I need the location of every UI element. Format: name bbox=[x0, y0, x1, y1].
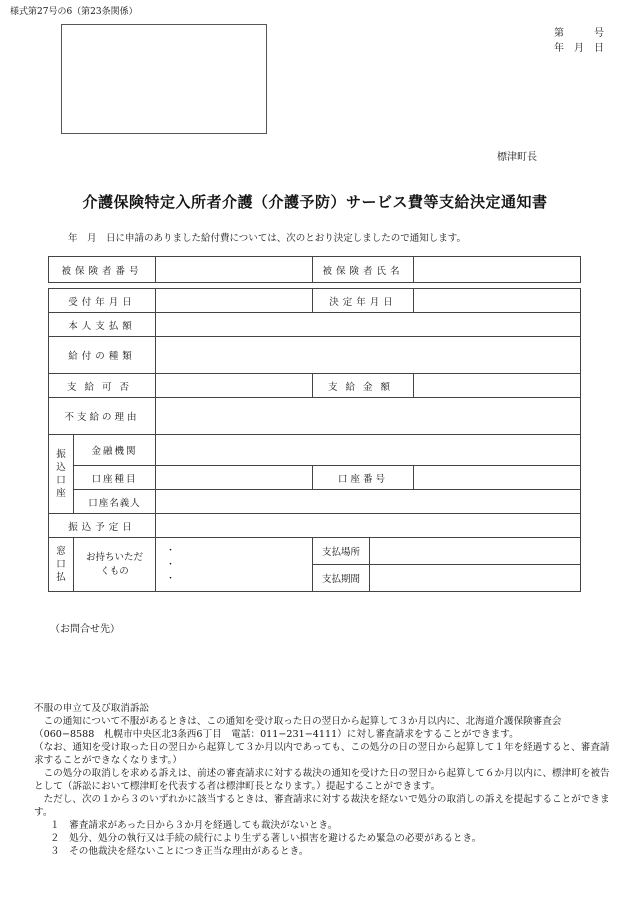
form-number: 様式第27号の6（第23条関係） bbox=[10, 7, 138, 17]
decision-date-value[interactable] bbox=[414, 289, 581, 313]
transfer-account-side-label: 振 込 口 座 bbox=[49, 435, 74, 514]
notice-paragraph-1: この通知について不服があるときは、この通知を受け取った日の翌日から起算して３か月以内に、北海道介護保険審査会（060−8588 札幌市中央区北3条西6丁目 電話：011−231−4111）に対し審査請求をすることができます。 bbox=[34, 716, 562, 740]
insured-name-label: 被保険者氏名 bbox=[313, 257, 414, 283]
receipt-date-value[interactable] bbox=[156, 289, 313, 313]
bring-items-label: お持ちいただ くもの bbox=[74, 538, 156, 592]
list-item: ・ bbox=[166, 573, 176, 584]
pay-period-label: 支払期間 bbox=[313, 565, 370, 592]
insured-number-value[interactable] bbox=[156, 257, 313, 283]
account-type-label: 口座種目 bbox=[74, 466, 156, 490]
bank-value[interactable] bbox=[156, 435, 581, 466]
intro-text: 年 月 日に申請のありました給付費については、次のとおり決定しましたので通知します。 bbox=[68, 233, 467, 244]
bank-label: 金融機関 bbox=[74, 435, 156, 466]
pay-place-label: 支払場所 bbox=[313, 538, 370, 565]
notice-paragraph-3: ただし、次の１から３のいずれかに該当するときは、審査請求に対する裁決を経ないで処分の取消しの訴えを提起することができます。 bbox=[34, 794, 610, 818]
account-holder-value[interactable] bbox=[156, 490, 581, 514]
notice-paragraph-2: この処分の取消しを求める訴えは、前述の審査請求に対する裁決の通知を受けた日の翌日から起算して６か月以内に、標津町を被告として（訴訟において標津町を代表する者は標津町長となります。）提起することができます。 bbox=[34, 768, 610, 792]
self-payment-label: 本人支払額 bbox=[49, 313, 156, 337]
account-type-value[interactable] bbox=[156, 466, 313, 490]
insured-name-value[interactable] bbox=[414, 257, 581, 283]
reason-value[interactable] bbox=[156, 398, 581, 435]
receipt-date-label: 受付年月日 bbox=[49, 289, 156, 313]
page-title: 介護保険特定入所者介護（介護予防）サービス費等支給決定通知書 bbox=[82, 193, 548, 211]
reason-label: 不支給の理由 bbox=[49, 398, 156, 435]
account-number-value[interactable] bbox=[414, 466, 581, 490]
decision-table bbox=[48, 288, 581, 538]
benefit-type-value[interactable] bbox=[156, 337, 581, 374]
document-number-block bbox=[554, 26, 604, 56]
account-holder-label: 口座名義人 bbox=[74, 490, 156, 514]
window-payment-table bbox=[48, 537, 581, 592]
notice-item-3: ３ その他裁決を経ないことにつき正当な理由があるとき。 bbox=[50, 846, 309, 857]
transfer-date-value[interactable] bbox=[156, 514, 581, 538]
benefit-type-label: 給付の種類 bbox=[49, 337, 156, 374]
pay-period-value[interactable] bbox=[370, 565, 581, 592]
decision-date-label: 決定年月日 bbox=[313, 289, 414, 313]
insured-table bbox=[48, 256, 581, 283]
notice-paragraph-1-note: （なお、通知を受け取った日の翌日から起算して３か月以内であっても、この処分の日の翌日から起算して１年を経過すると、審査請求することができなくなります。） bbox=[34, 742, 610, 766]
issuer: 標津町長 bbox=[497, 152, 537, 163]
inquiry-label: （お問合せ先） bbox=[50, 624, 120, 635]
notice-item-1: １ 審査請求があった日から３か月を経過しても裁決がないとき。 bbox=[50, 820, 338, 831]
list-item: ・ bbox=[166, 545, 176, 556]
transfer-date-label: 振込予定日 bbox=[49, 514, 156, 538]
appeal-notice bbox=[34, 702, 610, 858]
document-date-label: 年 月 日 bbox=[554, 43, 604, 54]
approval-value[interactable] bbox=[156, 374, 313, 398]
address-box bbox=[61, 24, 267, 134]
insured-number-label: 被保険者番号 bbox=[49, 257, 156, 283]
list-item: ・ bbox=[166, 559, 176, 570]
document-number-label: 第 号 bbox=[554, 28, 604, 39]
notice-item-2: ２ 処分、処分の執行又は手続の続行により生ずる著しい損害を避けるため緊急の必要があるとき。 bbox=[50, 833, 482, 844]
window-payment-side-label: 窓 口 払 bbox=[49, 538, 74, 592]
notice-heading: 不服の申立て及び取消訴訟 bbox=[34, 703, 150, 714]
amount-label: 支給金額 bbox=[313, 374, 414, 398]
bring-items-list[interactable] bbox=[156, 538, 313, 592]
account-number-label: 口座番号 bbox=[313, 466, 414, 490]
pay-place-value[interactable] bbox=[370, 538, 581, 565]
amount-value[interactable] bbox=[414, 374, 581, 398]
approval-label: 支給可否 bbox=[49, 374, 156, 398]
self-payment-value[interactable] bbox=[156, 313, 581, 337]
